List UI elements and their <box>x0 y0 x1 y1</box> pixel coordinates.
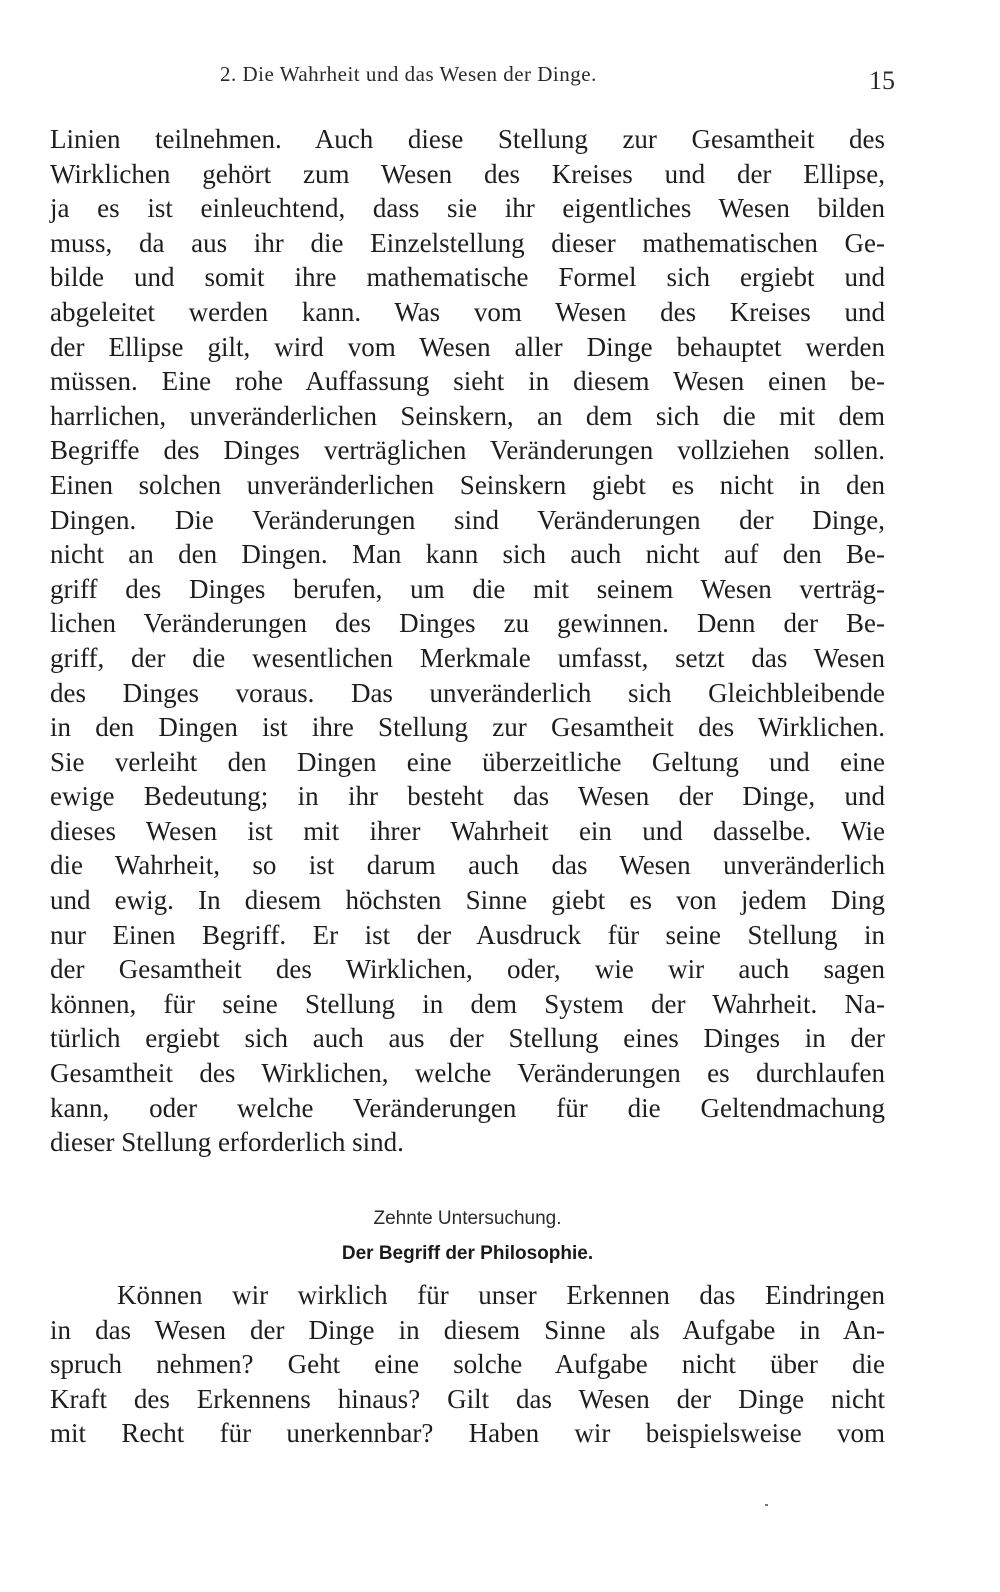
text-line: dieser Stellung erforderlich sind. <box>50 1127 404 1158</box>
text-line: griff des Dinges berufen, um die mit seinem Wesen verträg- <box>50 573 885 604</box>
text-line: und ewig. In diesem höchsten Sinne giebt es von jedem Ding <box>50 885 885 916</box>
text-line: in das Wesen der Dinge in diesem Sinne als Aufgabe in An- <box>50 1314 885 1345</box>
text-line: in den Dingen ist ihre Stellung zur Gesamtheit des Wirklichen. <box>50 712 885 743</box>
text-line: ewige Bedeutung; in ihr besteht das Wesen der Dinge, und <box>50 781 885 812</box>
text-line: abgeleitet werden kann. Was vom Wesen des Kreises und <box>50 296 885 327</box>
running-head <box>50 62 895 95</box>
text-line: muss, da aus ihr die Einzelstellung dieser mathematischen Ge- <box>50 227 885 258</box>
text-line: kann, oder welche Veränderungen für die Geltendmachung <box>50 1092 885 1123</box>
text-line: Wirklichen gehört zum Wesen des Kreises und der Ellipse, <box>50 158 885 189</box>
text-line: die Wahrheit, so ist darum auch das Wesen unveränderlich <box>50 850 885 881</box>
text-line: dieses Wesen ist mit ihrer Wahrheit ein und dasselbe. Wie <box>50 815 885 846</box>
text-line: des Dinges voraus. Das unveränderlich sich Gleichbleibende <box>50 677 885 708</box>
text-line: Sie verleiht den Dingen eine überzeitliche Geltung und eine <box>50 746 885 777</box>
text-line: mit Recht für unerkennbar? Haben wir beispielsweise vom <box>50 1418 885 1449</box>
page-number: 15 <box>869 66 895 95</box>
text-line: Einen solchen unveränderlichen Seinskern giebt es nicht in den <box>50 469 885 500</box>
section-number: Zehnte Untersuchung. <box>373 1208 562 1229</box>
paragraph-continued <box>50 122 885 1160</box>
text-line: müssen. Eine rohe Auffassung sieht in diesem Wesen einen be- <box>50 366 885 397</box>
paragraph-new-section <box>50 1278 885 1451</box>
text-line: lichen Veränderungen des Dinges zu gewinnen. Denn der Be- <box>50 608 885 639</box>
text-line: Dingen. Die Veränderungen sind Veränderungen der Dinge, <box>50 504 885 535</box>
text-line: griff, der die wesentlichen Merkmale umfasst, setzt das Wesen <box>50 642 885 673</box>
text-line: Begriffe des Dinges verträglichen Veränderungen vollziehen sollen. <box>50 435 885 466</box>
text-line: Gesamtheit des Wirklichen, welche Veränderungen es durchlaufen <box>50 1058 885 1089</box>
section-title: Der Begriff der Philosophie. <box>341 1243 594 1264</box>
text-line: türlich ergiebt sich auch aus der Stellung eines Dinges in der <box>50 1023 885 1054</box>
text-line: der Ellipse gilt, wird vom Wesen aller Dinge behauptet werden <box>50 331 885 362</box>
text-line: Können wir wirklich für unser Erkennen das Eindringen <box>117 1280 885 1310</box>
text-line: Linien teilnehmen. Auch diese Stellung zur Gesamtheit des <box>50 124 885 154</box>
text-line: nicht an den Dingen. Man kann sich auch nicht auf den Be- <box>50 539 885 570</box>
text-line: spruch nehmen? Geht eine solche Aufgabe nicht über die <box>50 1349 885 1380</box>
running-title: 2. Die Wahrheit und das Wesen der Dinge. <box>220 62 597 86</box>
text-line: nur Einen Begriff. Er ist der Ausdruck für seine Stellung in <box>50 919 885 950</box>
text-line: bilde und somit ihre mathematische Formel sich ergiebt und <box>50 262 885 293</box>
text-line: Kraft des Erkennens hinaus? Gilt das Wesen der Dinge nicht <box>50 1383 885 1414</box>
text-line: können, für seine Stellung in dem System der Wahrheit. Na- <box>50 988 885 1019</box>
text-line: harrlichen, unveränderlichen Seinskern, an dem sich die mit dem <box>50 400 885 431</box>
text-line: ja es ist einleuchtend, dass sie ihr eigentliches Wesen bilden <box>50 193 885 224</box>
print-speck <box>765 1504 768 1506</box>
text-line: der Gesamtheit des Wirklichen, oder, wie wir auch sagen <box>50 954 885 985</box>
